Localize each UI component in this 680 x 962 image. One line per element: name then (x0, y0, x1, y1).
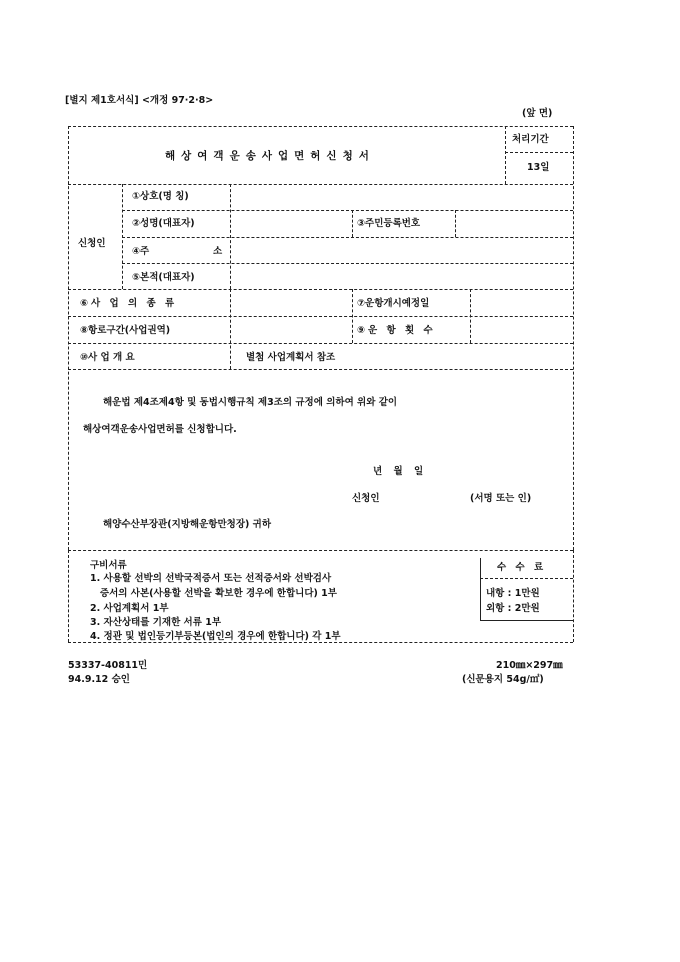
resident-no-divider-right (455, 210, 456, 237)
addressee: 해양수산부장관(지방해운항만청장) 귀하 (103, 519, 272, 530)
form-reference: [별지 제1호서식] <개정 97·2·8> (65, 95, 214, 106)
applicant-sign-label: 신청인 (352, 493, 380, 504)
date-line: 년 월 일 (373, 466, 428, 477)
required-doc-item: 1. 사용할 선박의 선박국적증서 또는 선적증서와 선박검사 (90, 573, 332, 584)
docs-frame-right (573, 550, 574, 642)
trade-name-label: ①상호(명 칭) (132, 191, 189, 202)
processing-divider (505, 126, 506, 184)
row-line (68, 184, 573, 185)
form-number: 53337-40811민 (68, 660, 148, 671)
page-side-label: (앞 면) (522, 108, 553, 119)
required-doc-item: 3. 자산상태를 기재한 서류 1부 (90, 617, 222, 628)
domicile-label: ⑤본적(대표자) (132, 272, 195, 283)
required-docs-title: 구비서류 (90, 560, 127, 571)
processing-sep (505, 152, 573, 153)
frame-left (68, 126, 69, 550)
processing-period-label: 처리기간 (512, 134, 549, 145)
business-overview-value: 별첨 사업계획서 참조 (246, 352, 336, 363)
required-doc-item: 4. 정관 및 법인등기부등본(법인의 경우에 한합니다) 각 1부 (90, 631, 341, 642)
row-line (122, 237, 573, 238)
fee-box-left (480, 558, 481, 620)
approval-date: 94.9.12 승인 (68, 674, 130, 685)
fee-sep (480, 578, 573, 579)
paper-size: 210㎜×297㎜ (496, 660, 563, 671)
fee-domestic: 내항 : 1만원 (486, 588, 540, 599)
frame-top (68, 126, 573, 127)
row-line (122, 263, 573, 264)
processing-period-value: 13일 (527, 162, 550, 173)
row-line (68, 316, 573, 317)
required-doc-item: 증서의 사본(사용할 선박을 확보한 경우에 한합니다) 1부 (90, 588, 337, 599)
declaration-line-2: 해상여객운송사업면허를 신청합니다. (83, 424, 237, 435)
applicant-group-label: 신청인 (78, 238, 106, 249)
frame-right (573, 126, 574, 550)
fee-foreign: 외항 : 2만원 (486, 603, 540, 614)
row-line (68, 289, 573, 290)
operation-start-label: ⑦운항개시예정일 (357, 298, 430, 309)
trip-count-label: ⑨운 항 횟 수 (357, 325, 436, 336)
business-overview-label: ⑩사 업 개 요 (80, 352, 135, 363)
business-kind-label: ⑥사 업 의 종 류 (80, 298, 178, 309)
address-label-suffix: 소 (213, 246, 223, 257)
row-line (122, 210, 573, 211)
resident-no-divider-left (352, 210, 353, 237)
fee-box-bottom (480, 620, 573, 621)
row-line (68, 369, 573, 370)
form-title: 해상여객운송사업면허신청서 (165, 150, 375, 162)
required-doc-item: 2. 사업계획서 1부 (90, 603, 169, 614)
frame-bottom (68, 550, 573, 551)
declaration-line-1: 해운법 제4조제4항 및 동법시행규칙 제3조의 규정에 의하여 위와 같이 (103, 397, 398, 408)
paper-type: (신문용지 54g/㎡) (462, 674, 544, 685)
signature-label: (서명 또는 인) (470, 493, 532, 504)
fee-label: 수 수 료 (497, 562, 547, 573)
representative-name-label: ②성명(대표자) (132, 218, 195, 229)
row-line (68, 343, 573, 344)
resident-number-label: ③주민등록번호 (357, 218, 421, 229)
route-section-label: ⑧항로구간(사업권역) (80, 325, 171, 336)
address-label: ④주 (132, 246, 150, 257)
business-label-col (230, 289, 231, 369)
docs-frame-left (68, 550, 69, 642)
